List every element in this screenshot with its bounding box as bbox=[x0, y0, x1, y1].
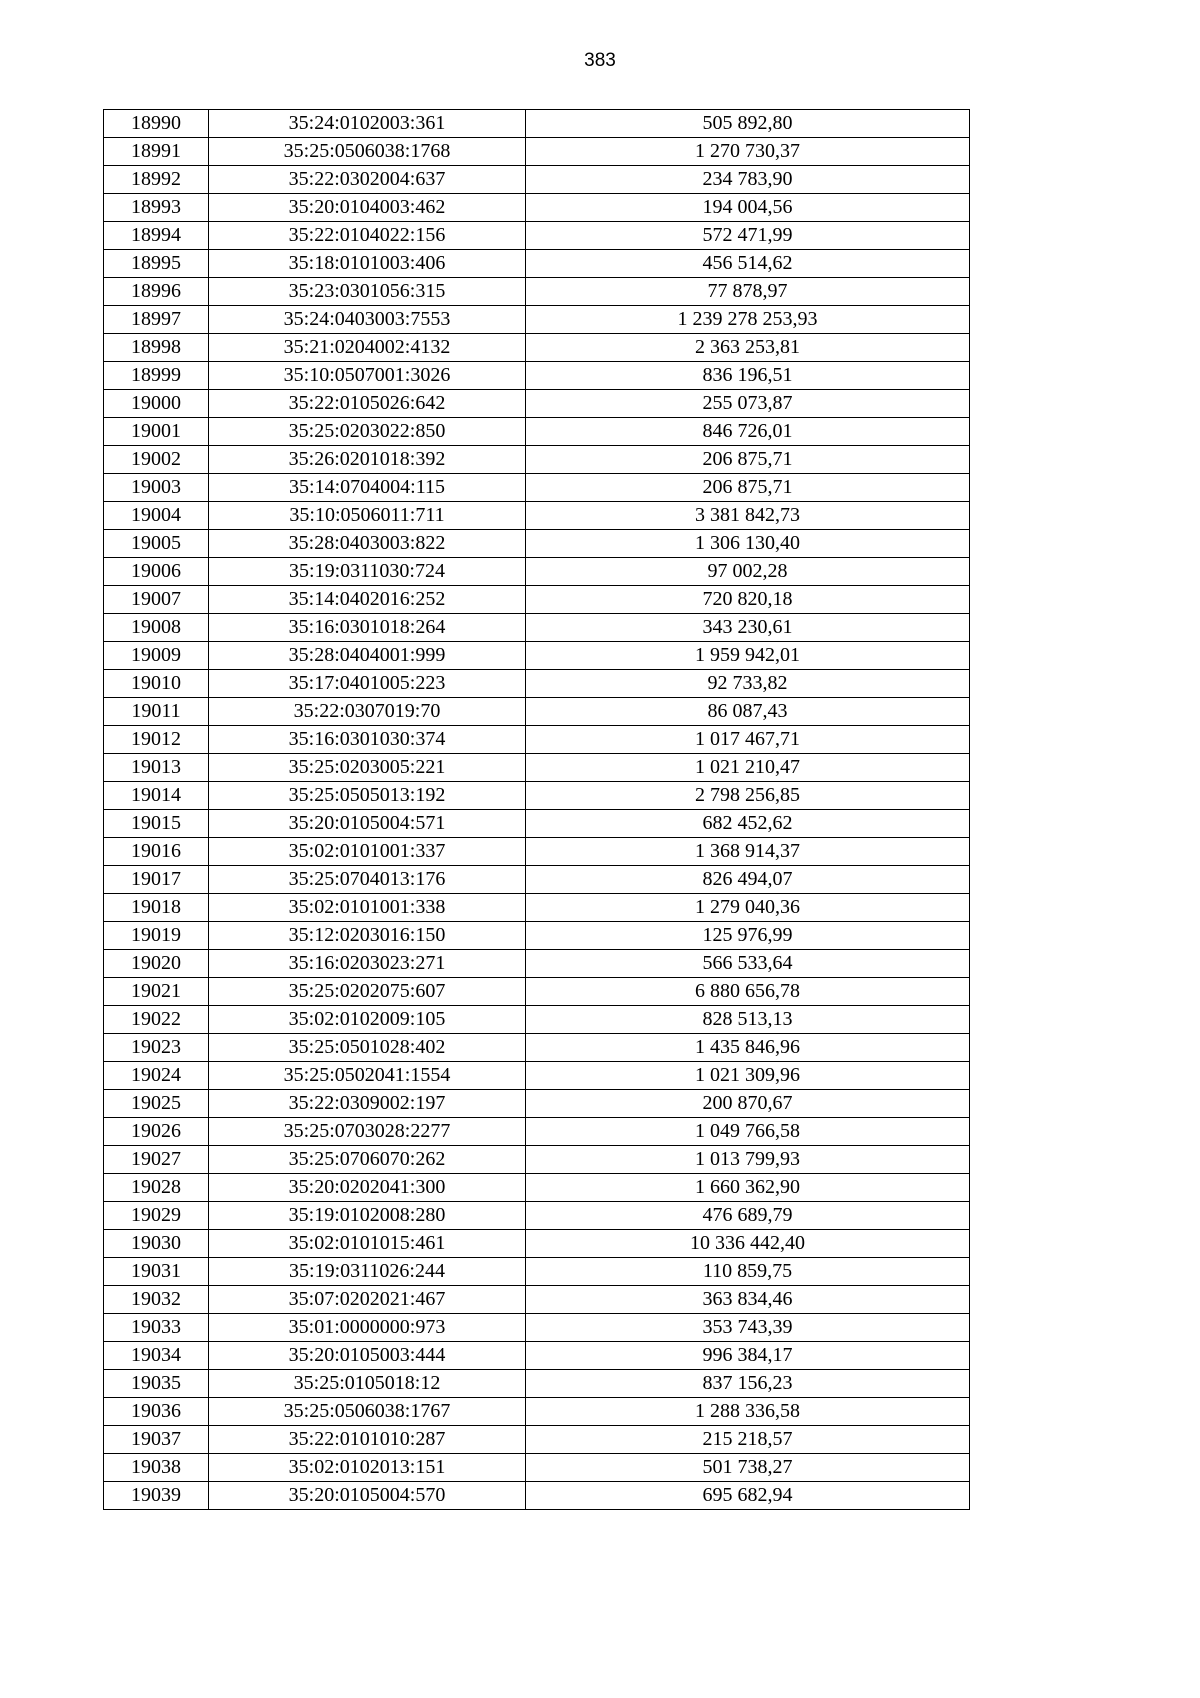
cadastral-number-cell: 35:28:0403003:822 bbox=[209, 530, 526, 558]
cadastral-number-cell: 35:25:0506038:1768 bbox=[209, 138, 526, 166]
cadastral-value-cell: 2 798 256,85 bbox=[526, 782, 970, 810]
cadastral-number-cell: 35:14:0402016:252 bbox=[209, 586, 526, 614]
cadastral-number-cell: 35:28:0404001:999 bbox=[209, 642, 526, 670]
cadastral-value-cell: 682 452,62 bbox=[526, 810, 970, 838]
cadastral-value-cell: 97 002,28 bbox=[526, 558, 970, 586]
row-number-cell: 19034 bbox=[104, 1342, 209, 1370]
table-body bbox=[104, 110, 970, 1510]
row-number-cell: 19014 bbox=[104, 782, 209, 810]
cadastral-value-cell: 234 783,90 bbox=[526, 166, 970, 194]
cadastral-number-cell: 35:25:0506038:1767 bbox=[209, 1398, 526, 1426]
cadastral-value-cell: 836 196,51 bbox=[526, 362, 970, 390]
cadastral-value-cell: 255 073,87 bbox=[526, 390, 970, 418]
table-row bbox=[104, 838, 970, 866]
cadastral-number-cell: 35:23:0301056:315 bbox=[209, 278, 526, 306]
row-number-cell: 18997 bbox=[104, 306, 209, 334]
row-number-cell: 19033 bbox=[104, 1314, 209, 1342]
table-row bbox=[104, 642, 970, 670]
cadastral-number-cell: 35:16:0301018:264 bbox=[209, 614, 526, 642]
table-row bbox=[104, 446, 970, 474]
table-row bbox=[104, 474, 970, 502]
row-number-cell: 18991 bbox=[104, 138, 209, 166]
cadastral-value-cell: 720 820,18 bbox=[526, 586, 970, 614]
row-number-cell: 19008 bbox=[104, 614, 209, 642]
table-row bbox=[104, 866, 970, 894]
table-row bbox=[104, 754, 970, 782]
cadastral-number-cell: 35:25:0202075:607 bbox=[209, 978, 526, 1006]
cadastral-number-cell: 35:24:0403003:7553 bbox=[209, 306, 526, 334]
cadastral-number-cell: 35:07:0202021:467 bbox=[209, 1286, 526, 1314]
table-row bbox=[104, 1034, 970, 1062]
table-row bbox=[104, 894, 970, 922]
table-row bbox=[104, 222, 970, 250]
table-row bbox=[104, 530, 970, 558]
row-number-cell: 19022 bbox=[104, 1006, 209, 1034]
cadastral-value-cell: 215 218,57 bbox=[526, 1426, 970, 1454]
cadastral-value-cell: 456 514,62 bbox=[526, 250, 970, 278]
cadastral-value-cell: 566 533,64 bbox=[526, 950, 970, 978]
table-row bbox=[104, 1454, 970, 1482]
cadastral-number-cell: 35:25:0203022:850 bbox=[209, 418, 526, 446]
table-row bbox=[104, 978, 970, 1006]
row-number-cell: 19030 bbox=[104, 1230, 209, 1258]
cadastral-number-cell: 35:20:0105004:571 bbox=[209, 810, 526, 838]
cadastral-value-cell: 828 513,13 bbox=[526, 1006, 970, 1034]
cadastral-value-cell: 1 279 040,36 bbox=[526, 894, 970, 922]
row-number-cell: 19036 bbox=[104, 1398, 209, 1426]
table-row bbox=[104, 1146, 970, 1174]
cadastral-value-cell: 501 738,27 bbox=[526, 1454, 970, 1482]
cadastral-value-cell: 125 976,99 bbox=[526, 922, 970, 950]
cadastral-value-cell: 363 834,46 bbox=[526, 1286, 970, 1314]
row-number-cell: 19004 bbox=[104, 502, 209, 530]
row-number-cell: 19035 bbox=[104, 1370, 209, 1398]
row-number-cell: 18992 bbox=[104, 166, 209, 194]
row-number-cell: 19001 bbox=[104, 418, 209, 446]
row-number-cell: 19015 bbox=[104, 810, 209, 838]
cadastral-number-cell: 35:02:0101001:337 bbox=[209, 838, 526, 866]
row-number-cell: 19002 bbox=[104, 446, 209, 474]
table-row bbox=[104, 726, 970, 754]
table-row bbox=[104, 418, 970, 446]
cadastral-value-cell: 1 368 914,37 bbox=[526, 838, 970, 866]
table-row bbox=[104, 1118, 970, 1146]
table-row bbox=[104, 138, 970, 166]
table-row bbox=[104, 586, 970, 614]
cadastral-number-cell: 35:22:0307019:70 bbox=[209, 698, 526, 726]
cadastral-number-cell: 35:12:0203016:150 bbox=[209, 922, 526, 950]
cadastral-value-cell: 1 021 210,47 bbox=[526, 754, 970, 782]
cadastral-value-cell: 1 435 846,96 bbox=[526, 1034, 970, 1062]
row-number-cell: 18999 bbox=[104, 362, 209, 390]
cadastral-value-cell: 343 230,61 bbox=[526, 614, 970, 642]
row-number-cell: 19012 bbox=[104, 726, 209, 754]
cadastral-number-cell: 35:16:0203023:271 bbox=[209, 950, 526, 978]
table-row bbox=[104, 194, 970, 222]
table-row bbox=[104, 1062, 970, 1090]
cadastral-value-cell: 1 239 278 253,93 bbox=[526, 306, 970, 334]
cadastral-number-cell: 35:22:0105026:642 bbox=[209, 390, 526, 418]
cadastral-value-cell: 1 660 362,90 bbox=[526, 1174, 970, 1202]
cadastral-number-cell: 35:22:0302004:637 bbox=[209, 166, 526, 194]
row-number-cell: 19017 bbox=[104, 866, 209, 894]
cadastral-value-cell: 92 733,82 bbox=[526, 670, 970, 698]
row-number-cell: 19020 bbox=[104, 950, 209, 978]
cadastral-value-cell: 1 013 799,93 bbox=[526, 1146, 970, 1174]
cadastral-number-cell: 35:20:0104003:462 bbox=[209, 194, 526, 222]
table-row bbox=[104, 1174, 970, 1202]
row-number-cell: 19005 bbox=[104, 530, 209, 558]
row-number-cell: 19025 bbox=[104, 1090, 209, 1118]
row-number-cell: 19024 bbox=[104, 1062, 209, 1090]
cadastral-number-cell: 35:19:0311030:724 bbox=[209, 558, 526, 586]
table-row bbox=[104, 1286, 970, 1314]
cadastral-value-cell: 6 880 656,78 bbox=[526, 978, 970, 1006]
row-number-cell: 19029 bbox=[104, 1202, 209, 1230]
cadastral-number-cell: 35:25:0706070:262 bbox=[209, 1146, 526, 1174]
cadastral-value-cell: 1 021 309,96 bbox=[526, 1062, 970, 1090]
cadastral-number-cell: 35:16:0301030:374 bbox=[209, 726, 526, 754]
cadastral-number-cell: 35:02:0101015:461 bbox=[209, 1230, 526, 1258]
row-number-cell: 19023 bbox=[104, 1034, 209, 1062]
table-row bbox=[104, 1006, 970, 1034]
cadastral-number-cell: 35:10:0506011:711 bbox=[209, 502, 526, 530]
cadastral-number-cell: 35:17:0401005:223 bbox=[209, 670, 526, 698]
table-row bbox=[104, 698, 970, 726]
table-row bbox=[104, 810, 970, 838]
cadastral-value-cell: 695 682,94 bbox=[526, 1482, 970, 1510]
cadastral-value-cell: 1 288 336,58 bbox=[526, 1398, 970, 1426]
table-row bbox=[104, 1370, 970, 1398]
cadastral-number-cell: 35:20:0105003:444 bbox=[209, 1342, 526, 1370]
table-row bbox=[104, 390, 970, 418]
table-row bbox=[104, 1398, 970, 1426]
cadastral-number-cell: 35:02:0102013:151 bbox=[209, 1454, 526, 1482]
table-row bbox=[104, 250, 970, 278]
cadastral-value-cell: 206 875,71 bbox=[526, 446, 970, 474]
table-row bbox=[104, 166, 970, 194]
cadastral-value-cell: 206 875,71 bbox=[526, 474, 970, 502]
cadastral-value-cell: 476 689,79 bbox=[526, 1202, 970, 1230]
cadastral-number-cell: 35:25:0502041:1554 bbox=[209, 1062, 526, 1090]
table-row bbox=[104, 1258, 970, 1286]
cadastral-number-cell: 35:19:0311026:244 bbox=[209, 1258, 526, 1286]
table-row bbox=[104, 110, 970, 138]
cadastral-number-cell: 35:24:0102003:361 bbox=[209, 110, 526, 138]
table-row bbox=[104, 1314, 970, 1342]
cadastral-number-cell: 35:25:0704013:176 bbox=[209, 866, 526, 894]
row-number-cell: 18990 bbox=[104, 110, 209, 138]
row-number-cell: 19039 bbox=[104, 1482, 209, 1510]
row-number-cell: 19037 bbox=[104, 1426, 209, 1454]
cadastral-number-cell: 35:26:0201018:392 bbox=[209, 446, 526, 474]
cadastral-number-cell: 35:25:0501028:402 bbox=[209, 1034, 526, 1062]
cadastral-value-cell: 2 363 253,81 bbox=[526, 334, 970, 362]
table-row bbox=[104, 670, 970, 698]
row-number-cell: 19026 bbox=[104, 1118, 209, 1146]
cadastral-number-cell: 35:18:0101003:406 bbox=[209, 250, 526, 278]
row-number-cell: 19038 bbox=[104, 1454, 209, 1482]
cadastral-number-cell: 35:02:0102009:105 bbox=[209, 1006, 526, 1034]
cadastral-value-cell: 826 494,07 bbox=[526, 866, 970, 894]
cadastral-value-cell: 996 384,17 bbox=[526, 1342, 970, 1370]
row-number-cell: 19010 bbox=[104, 670, 209, 698]
cadastral-value-cell: 846 726,01 bbox=[526, 418, 970, 446]
cadastral-number-cell: 35:01:0000000:973 bbox=[209, 1314, 526, 1342]
cadastral-value-cell: 10 336 442,40 bbox=[526, 1230, 970, 1258]
cadastral-number-cell: 35:19:0102008:280 bbox=[209, 1202, 526, 1230]
cadastral-number-cell: 35:22:0104022:156 bbox=[209, 222, 526, 250]
cadastral-value-cell: 505 892,80 bbox=[526, 110, 970, 138]
table-row bbox=[104, 278, 970, 306]
cadastral-number-cell: 35:10:0507001:3026 bbox=[209, 362, 526, 390]
cadastral-value-cell: 1 959 942,01 bbox=[526, 642, 970, 670]
table-row bbox=[104, 614, 970, 642]
row-number-cell: 19013 bbox=[104, 754, 209, 782]
row-number-cell: 19000 bbox=[104, 390, 209, 418]
row-number-cell: 19021 bbox=[104, 978, 209, 1006]
cadastral-value-table bbox=[103, 109, 970, 1510]
cadastral-number-cell: 35:22:0101010:287 bbox=[209, 1426, 526, 1454]
cadastral-value-cell: 1 049 766,58 bbox=[526, 1118, 970, 1146]
cadastral-number-cell: 35:21:0204002:4132 bbox=[209, 334, 526, 362]
cadastral-number-cell: 35:25:0105018:12 bbox=[209, 1370, 526, 1398]
row-number-cell: 19027 bbox=[104, 1146, 209, 1174]
table-row bbox=[104, 1202, 970, 1230]
cadastral-value-cell: 200 870,67 bbox=[526, 1090, 970, 1118]
cadastral-number-cell: 35:20:0202041:300 bbox=[209, 1174, 526, 1202]
row-number-cell: 19032 bbox=[104, 1286, 209, 1314]
table-row bbox=[104, 306, 970, 334]
table-row bbox=[104, 1342, 970, 1370]
table-row bbox=[104, 502, 970, 530]
table-row bbox=[104, 362, 970, 390]
cadastral-value-cell: 353 743,39 bbox=[526, 1314, 970, 1342]
row-number-cell: 19006 bbox=[104, 558, 209, 586]
cadastral-number-cell: 35:14:0704004:115 bbox=[209, 474, 526, 502]
cadastral-value-cell: 77 878,97 bbox=[526, 278, 970, 306]
table-row bbox=[104, 558, 970, 586]
table-row bbox=[104, 334, 970, 362]
cadastral-value-cell: 194 004,56 bbox=[526, 194, 970, 222]
row-number-cell: 19011 bbox=[104, 698, 209, 726]
row-number-cell: 19019 bbox=[104, 922, 209, 950]
cadastral-number-cell: 35:20:0105004:570 bbox=[209, 1482, 526, 1510]
row-number-cell: 18993 bbox=[104, 194, 209, 222]
cadastral-number-cell: 35:25:0203005:221 bbox=[209, 754, 526, 782]
row-number-cell: 19028 bbox=[104, 1174, 209, 1202]
table-row bbox=[104, 950, 970, 978]
cadastral-value-cell: 86 087,43 bbox=[526, 698, 970, 726]
row-number-cell: 19016 bbox=[104, 838, 209, 866]
cadastral-number-cell: 35:22:0309002:197 bbox=[209, 1090, 526, 1118]
row-number-cell: 18996 bbox=[104, 278, 209, 306]
row-number-cell: 18994 bbox=[104, 222, 209, 250]
cadastral-number-cell: 35:25:0703028:2277 bbox=[209, 1118, 526, 1146]
cadastral-value-cell: 1 270 730,37 bbox=[526, 138, 970, 166]
table-row bbox=[104, 1230, 970, 1258]
cadastral-value-cell: 837 156,23 bbox=[526, 1370, 970, 1398]
table-row bbox=[104, 1426, 970, 1454]
row-number-cell: 19018 bbox=[104, 894, 209, 922]
table-row bbox=[104, 782, 970, 810]
page-number: 383 bbox=[584, 50, 616, 71]
table-row bbox=[104, 1482, 970, 1510]
row-number-cell: 19009 bbox=[104, 642, 209, 670]
cadastral-value-cell: 3 381 842,73 bbox=[526, 502, 970, 530]
cadastral-value-cell: 1 306 130,40 bbox=[526, 530, 970, 558]
cadastral-value-cell: 110 859,75 bbox=[526, 1258, 970, 1286]
cadastral-value-cell: 1 017 467,71 bbox=[526, 726, 970, 754]
cadastral-value-cell: 572 471,99 bbox=[526, 222, 970, 250]
row-number-cell: 19007 bbox=[104, 586, 209, 614]
row-number-cell: 18995 bbox=[104, 250, 209, 278]
row-number-cell: 19031 bbox=[104, 1258, 209, 1286]
table-row bbox=[104, 922, 970, 950]
cadastral-number-cell: 35:25:0505013:192 bbox=[209, 782, 526, 810]
row-number-cell: 18998 bbox=[104, 334, 209, 362]
row-number-cell: 19003 bbox=[104, 474, 209, 502]
cadastral-number-cell: 35:02:0101001:338 bbox=[209, 894, 526, 922]
table-row bbox=[104, 1090, 970, 1118]
